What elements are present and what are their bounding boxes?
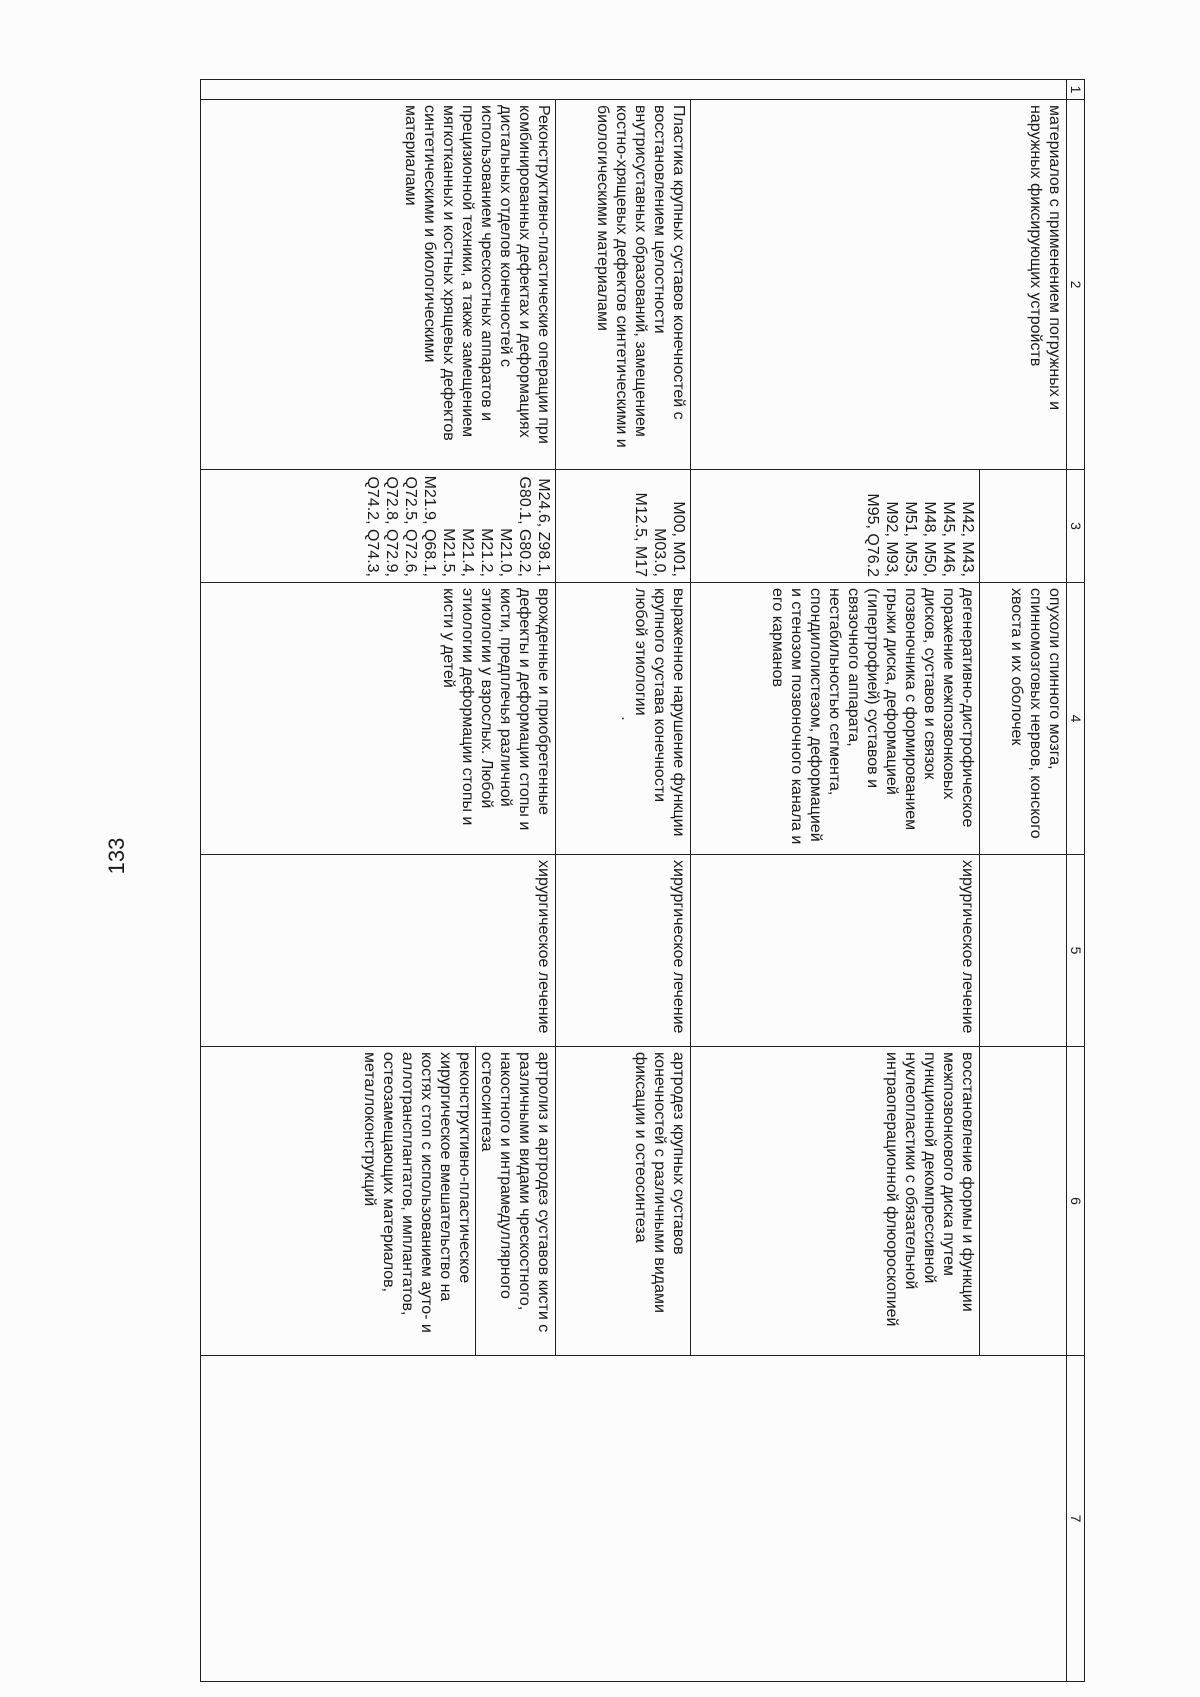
column-header: 1 xyxy=(1067,80,1085,100)
table-cell xyxy=(980,470,1067,583)
table-cell xyxy=(980,855,1067,1047)
table-subcell: реконструктивно-пластическое хирургическое вмешательство на костях стоп с использованием ауто- и аллотрансплантатов, имплантатов, остеозамещающих материалов, металлоконструкций xyxy=(361,1052,473,1333)
table-subcell: артролиз и артродез суставов кисти с различными видами чрескостного, накостного и интрамедуллярного остеосинтеза xyxy=(475,1047,553,1355)
table-cell: хирургическое лечение xyxy=(201,855,556,1047)
rotated-table-container xyxy=(195,79,1085,1681)
column-header: 5 xyxy=(1067,855,1085,1047)
table-cell: врожденные и приобретенные дефекты и деформации стопы и кисти, предплечья различной этиологии у взрослых. Любой этиологии деформации стопы и кисти у детей xyxy=(201,583,556,855)
table-cell xyxy=(201,1047,556,1356)
table-cell: хирургическое лечение xyxy=(556,855,691,1047)
column-header: 2 xyxy=(1067,100,1085,470)
table-cell: M24.6, Z98.1, G80.1, G80.2, M21.0, M21.2, M21.4, M21.5, M21.9, Q68.1, Q72.5, Q72.6, Q72.8, Q72.9, Q74.2, Q74.3, xyxy=(201,470,556,583)
table-cell-text: выраженное нарушение функции крупного сустава конечности любой этиологии xyxy=(632,588,687,837)
header-row xyxy=(1067,80,1085,1682)
table-cell: материалов с применением погружных и наружных фиксирующих устройств xyxy=(691,100,1067,470)
table-cell: Реконструктивно-пластические операции при комбинированных дефектах и деформациях дистальных отделов конечностей с использованием чрескостных аппаратов и прецизионной техники, а также замещением мягкотканных и костных хрящевых дефектов синтетическими и биологическими материалами xyxy=(201,100,556,470)
procedures-table xyxy=(200,79,1085,1682)
table-row xyxy=(980,80,1067,1682)
table-cell: опухоли спинного мозга, спинномозговых нервов, конского хвоста и их оболочек xyxy=(980,583,1067,855)
table-cell: восстановление формы и функции межпозвонкового диска путем пункционной декомпрессивной нуклеопластики с обязательной интраоперационной флюороскопией xyxy=(691,1047,980,1356)
table-cell xyxy=(556,583,691,855)
table-cell: Пластика крупных суставов конечностей с восстановлением целостности внутрисуставных образований, замещением костно-хрящевых дефектов синтетическими и биологическими материалами xyxy=(556,100,691,470)
page-number: 133 xyxy=(104,837,129,875)
column-header: 4 xyxy=(1067,583,1085,855)
table-cell: дегенеративно-дистрофическое поражение межпозвонковых дисков, суставов и связок позвоночника с формированием грыжи диска, деформацией (гипертрофией) суставов и связочного аппарата, нестабильностью сегмента, спондилолистезом, деформацией и стенозом позвоночного канала и его карманов xyxy=(691,583,980,855)
table-cell: M00, M01, M03.0, M12.5, M17 xyxy=(556,470,691,583)
table-cell xyxy=(201,80,1067,100)
column-header: 7 xyxy=(1067,1356,1085,1682)
table-cell: артродез крупных суставов конечностей с различными видами фиксации и остеосинтеза xyxy=(556,1047,691,1356)
column-header: 3 xyxy=(1067,470,1085,583)
table-cell xyxy=(201,1356,1067,1682)
table-cell: M42, M43, M45, M46, M48, M50, M51, M53, M92, M93, M95, Q76.2 xyxy=(691,470,980,583)
column-header: 6 xyxy=(1067,1047,1085,1356)
stray-mark: . xyxy=(618,716,635,721)
table-cell xyxy=(980,1047,1067,1356)
table-cell: хирургическое лечение xyxy=(691,855,980,1047)
